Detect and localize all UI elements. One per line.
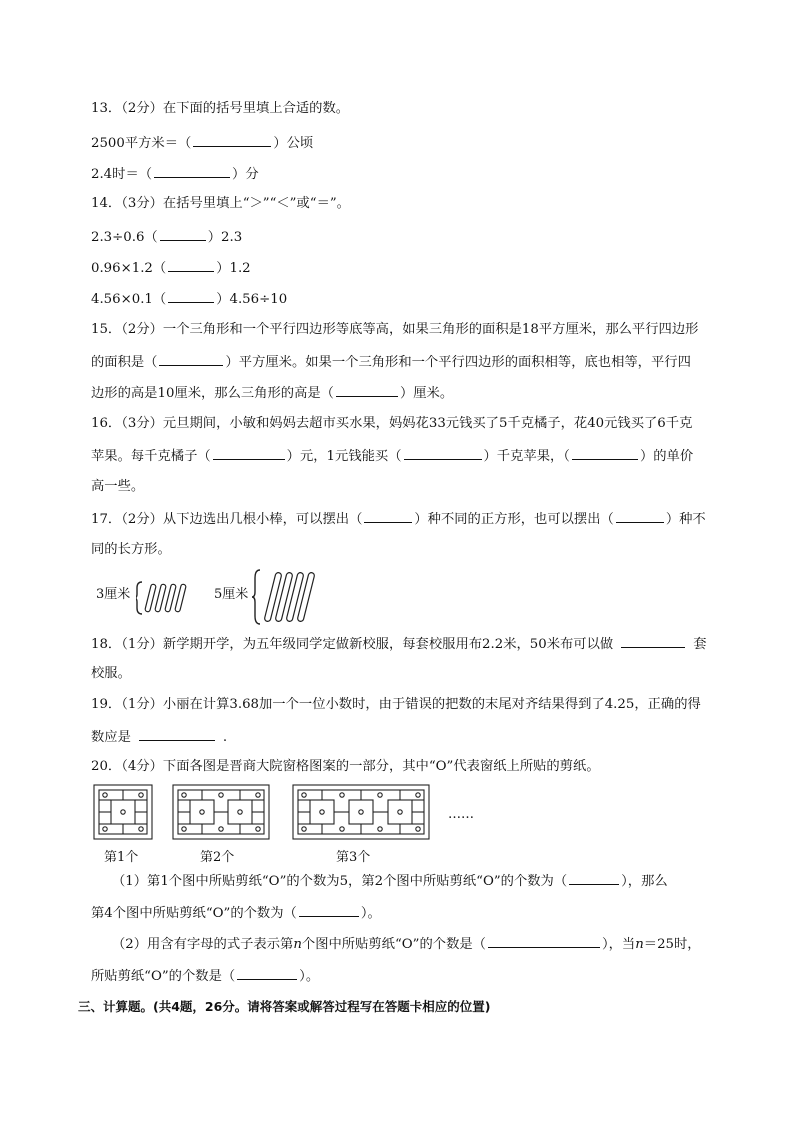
window-pattern-2 [172,784,270,840]
q15-l2-text-b: ）平方厘米。如果一个三角形和一个平行四边形的面积相等，底也相等，平行四 [225,355,691,370]
q13-a-left: 2500平方米＝（ [91,136,192,151]
paper-cut-circle [378,793,382,797]
paper-cut-circle [139,827,143,831]
q17-line-1 [91,509,706,529]
q16-line-3: 高一些。 [91,479,145,494]
q20-p1-text-c: 第4个图中所贴剪纸“O”的个数为（ [91,906,297,921]
window-pattern-1 [93,784,153,840]
q20-p2-text-b: 个图中所贴剪纸“O”的个数是（ [301,937,486,952]
paper-cut-circle [302,793,306,797]
q14-item-b [91,258,251,278]
q18-l1-text-b: 套 [693,637,707,652]
paper-cut-circle [200,810,204,814]
q20-variable-n: n [293,937,302,952]
q19-line-2 [91,727,227,747]
q20-p1-blank-1[interactable] [569,871,619,885]
stick-3cm-4 [175,584,187,612]
q13-a-blank[interactable] [193,133,271,147]
q14-c-blank[interactable] [168,289,214,303]
q20-p2-blank-2[interactable] [237,966,297,980]
q20-p2-blank-1[interactable] [488,934,600,948]
paper-cut-circle [416,827,420,831]
pattern2-square-1 [190,800,214,824]
q17-l1-text-a: 17．（2分）从下边选出几根小棒，可以摆出（ [91,512,363,527]
window-pattern-3 [292,784,430,840]
q15-line-2 [91,352,691,372]
section-3-heading: 三、计算题。(共4题，26分。请将答案或解答过程写在答题卡相应的位置) [78,999,491,1014]
q15-blank-1[interactable] [159,352,223,366]
q15-l2-text-a: 的面积是（ [91,355,158,370]
q14-b-right: ）1.2 [216,261,251,276]
q20-variable-n-2: n [635,937,644,952]
q15-line-1: 15．（2分）一个三角形和一个平行四边形等底等高，如果三角形的面积是18平方厘米，那么平行四边形 [91,322,699,337]
paper-cut-circle [359,810,363,814]
q18-l1-text-a: 18．（1分）新学期开学，为五年级同学定做新校服，每套校服用布2.2米，50米布可以做 [91,637,614,652]
paper-cut-circle [302,827,306,831]
q17-blank-2[interactable] [616,509,664,523]
caption-figure-3: 第3个 [336,850,371,865]
stick-group-5cm [264,572,315,622]
paper-cut-circle [139,793,143,797]
pattern2-square-2 [228,800,252,824]
pattern3-square-2 [349,800,373,824]
brace-3cm [136,582,142,614]
q13-b-blank[interactable] [154,164,230,178]
q13-b-left: 2.4时＝（ [91,167,153,182]
q14-a-blank[interactable] [160,227,206,241]
q20-p2-text-c: ），当 [601,937,636,952]
q20-part1-line-2 [91,903,381,923]
stick-group-3cm [145,584,187,612]
stick-5cm-3 [286,572,304,622]
sticks-5cm-figure [252,566,332,628]
q18-line-1 [91,634,706,654]
q19-blank[interactable] [139,727,215,741]
q14-b-left: 0.96×1.2（ [91,261,167,276]
q14-c-right: ）4.56÷10 [216,292,288,307]
q16-l2-text-a: 苹果。每千克橘子（ [91,449,211,464]
pattern1-center-square [111,800,135,824]
q14-a-right: ）2.3 [207,230,243,245]
q13-stem: 13．（2分）在下面的括号里填上合适的数。 [91,101,350,116]
q15-line-3 [91,383,453,403]
q15-l3-text-b: ）厘米。 [399,386,454,401]
sticks-5cm-label: 5厘米 [214,587,249,602]
q17-line-2: 同的长方形。 [91,542,171,557]
paper-cut-circle [219,793,223,797]
paper-cut-circle [121,810,125,814]
paper-cut-circle [182,793,186,797]
q16-line-2 [91,446,693,466]
q13-item-a [91,133,313,153]
q16-l2-text-b: ）元，1元钱能买（ [286,449,402,464]
q14-item-c [91,289,287,309]
paper-cut-circle [103,827,107,831]
caption-figure-1: 第1个 [104,850,139,865]
paper-cut-circle [378,827,382,831]
q16-blank-2[interactable] [404,446,482,460]
paper-cut-circle [256,827,260,831]
paper-cut-circle [256,793,260,797]
q20-p2-text-a: （2）用含有字母的式子表示第 [112,937,294,952]
q20-p2-text-f: ）。 [299,969,320,984]
q16-l2-text-d: ）的单价 [639,449,694,464]
q20-p1-blank-2[interactable] [299,903,359,917]
q13-a-right: ）公顷 [273,136,314,151]
pattern3-square-3 [388,800,412,824]
q20-part2-line-2 [91,966,319,986]
q18-blank[interactable] [621,634,685,648]
q19-l2-text-a: 数应是 [91,730,131,745]
q13-b-right: ）分 [232,167,259,182]
sticks-3cm-label: 3厘米 [96,587,131,602]
paper-cut-circle [103,793,107,797]
q19-line-1: 19．（1分）小丽在计算3.68加一个一位小数时，由于错误的把数的末尾对齐结果得到了4.25，正确的得 [91,697,701,712]
stick-3cm-2 [155,584,167,612]
q16-blank-1[interactable] [213,446,285,460]
q14-b-blank[interactable] [168,258,214,272]
paper-cut-circle [219,827,223,831]
stick-5cm-2 [275,572,293,622]
q14-a-left: 2.3÷0.6（ [91,230,158,245]
paper-cut-circle [398,810,402,814]
q20-part1-line-1 [112,871,668,891]
q20-p1-text-a: （1）第1个图中所贴剪纸“O”的个数为5，第2个图中所贴剪纸“O”的个数为（ [112,874,568,889]
q14-item-a [91,227,242,247]
pattern-ellipsis: …… [448,807,474,822]
q20-p2-text-e: 所贴剪纸“O”的个数是（ [91,969,236,984]
paper-cut-circle [182,827,186,831]
brace-5cm [252,570,260,624]
caption-figure-2: 第2个 [200,850,235,865]
q17-l1-text-b: ）种不同的正方形，也可以摆出（ [414,512,614,527]
stick-3cm-1 [145,584,157,612]
q16-line-1: 16．（3分）元旦期间，小敏和妈妈去超市买水果，妈妈花33元钱买了5千克橘子，花40元钱买了6千克 [91,416,693,431]
paper-cut-circle [416,793,420,797]
q17-blank-1[interactable] [364,509,412,523]
sticks-3cm-figure [136,578,202,618]
q20-p2-text-d: ＝25时， [643,937,701,952]
q17-l1-text-c: ）种不 [665,512,706,527]
stick-5cm-1 [264,572,282,622]
q16-l2-text-c: ）千克苹果，（ [483,449,570,464]
q19-l2-text-b: . [222,730,228,745]
q15-blank-2[interactable] [336,383,398,397]
q20-p1-text-d: ）。 [360,906,381,921]
q20-p1-text-b: ），那么 [621,874,668,889]
paper-cut-circle [238,810,242,814]
stick-5cm-4 [297,572,315,622]
pattern3-square-1 [310,800,334,824]
q15-l3-text-a: 边形的高是10厘米，那么三角形的高是（ [91,386,334,401]
q14-c-left: 4.56×0.1（ [91,292,167,307]
q20-part2-line-1 [112,934,701,954]
q16-blank-3[interactable] [572,446,638,460]
paper-cut-circle [320,810,324,814]
q18-line-2: 校服。 [91,666,131,681]
paper-cut-circle [340,827,344,831]
q14-stem: 14．（3分）在括号里填上“＞”“＜”或“＝”。 [91,196,350,211]
paper-cut-circle [340,793,344,797]
q20-stem: 20．（4分）下面各图是晋商大院窗格图案的一部分，其中“O”代表窗纸上所贴的剪纸。 [91,759,600,774]
stick-3cm-3 [165,584,177,612]
q13-item-b [91,164,259,184]
